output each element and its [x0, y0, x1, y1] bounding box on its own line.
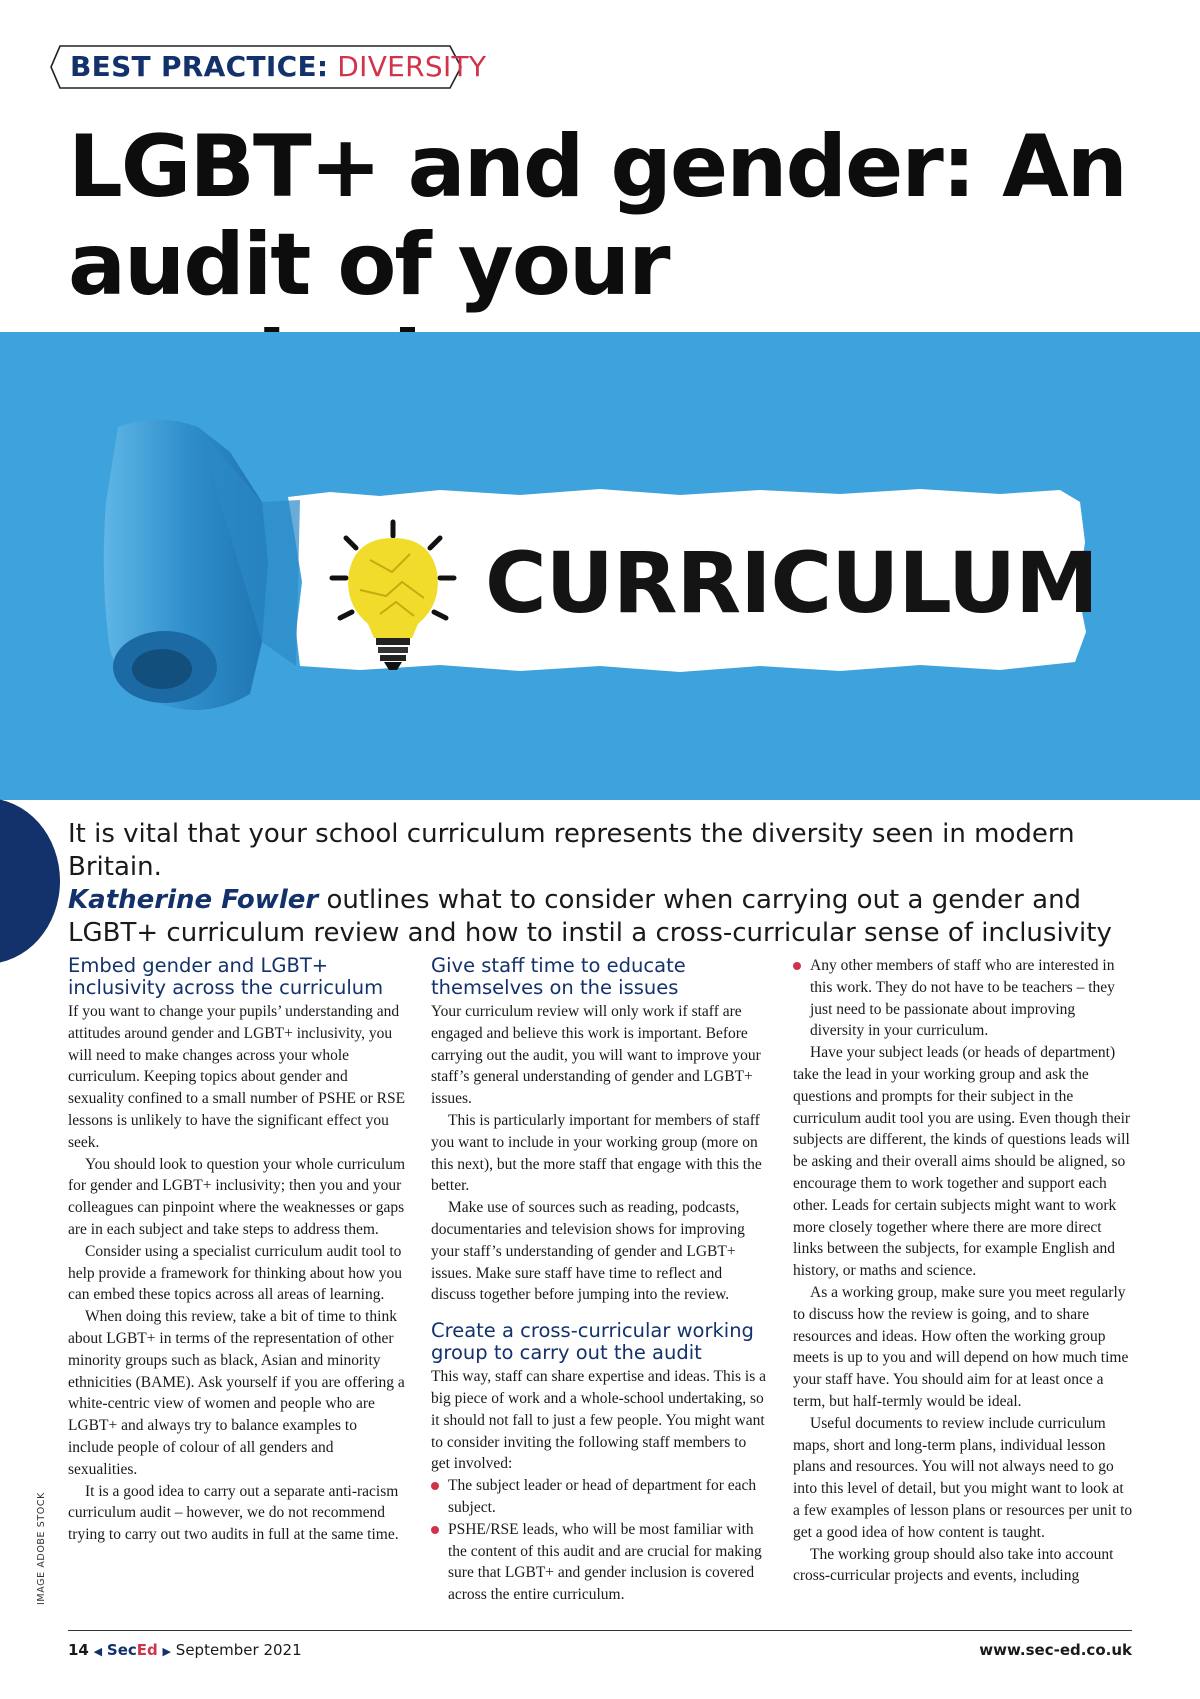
- section-heading: Create a cross-curricular working group to carry out the audit: [431, 1319, 754, 1365]
- article-column-1: [68, 955, 406, 1546]
- hero-word: CURRICULUM: [485, 534, 1098, 632]
- kicker-topic: DIVERSITY: [337, 50, 487, 83]
- body-paragraph: If you want to change your pupils’ understanding and attitudes around gender and LGBT+ inclusivity, you will need to make changes across your whole curriculum. Keeping topics about gender and sexuality confined to a small number of PSHE or RSE lessons is unlikely to have the significant effect you seek.: [68, 1003, 406, 1151]
- body-paragraph: Make use of sources such as reading, podcasts, documentaries and television shows for improving your staff’s understanding of gender and LGBT+ issues. Make sure staff have time to reflect and discuss together before jumping into the review.: [431, 1199, 745, 1304]
- hero-illustration: [0, 332, 1200, 800]
- body-paragraph: This is particularly important for members of staff you want to include in your working group (more on this next), but the more staff that engage with this the better.: [431, 1111, 762, 1195]
- bullet-list: [431, 1475, 769, 1606]
- website-url: www.sec-ed.co.uk: [979, 1641, 1132, 1659]
- body-paragraph: It is a good idea to carry out a separate anti-racism curriculum audit – however, we do not recommend trying to carry out two audits in full at the same time.: [68, 1482, 399, 1544]
- kicker-label: BEST PRACTICE:: [70, 50, 329, 83]
- chevron-left-icon: ◀: [93, 1645, 103, 1658]
- body-paragraph: You should look to question your whole curriculum for gender and LGBT+ inclusivity; then you and your colleagues can pinpoint where the weaknesses or gaps are in each subject and take steps to address them.: [68, 1155, 406, 1238]
- article-column-3: [793, 955, 1133, 1587]
- author-name: Katherine Fowler: [68, 885, 319, 915]
- body-paragraph: When doing this review, take a bit of time to think about LGBT+ in terms of the representation of other minority groups such as black, Asian and minority ethnicities (BAME). Ask yourself if you are offering a white-centric view of women and people who are LGBT+ and always try to balance examples to include people of colour of all genders and sexualities.: [68, 1308, 405, 1478]
- article-headline: LGBT+ and gender: An audit of your: [68, 117, 1126, 315]
- kicker-text: [70, 49, 486, 85]
- bullet-list: [793, 955, 1133, 1042]
- page-number: 14: [68, 1641, 89, 1659]
- decorative-disc: [0, 798, 60, 964]
- brand-name-part: Ed: [136, 1641, 158, 1659]
- bullet-item: Any other members of staff who are interested in this work. They do not have to be teachers – they just need to be passionate about improving diversity in your curriculum.: [793, 955, 1133, 1042]
- bullet-item: The subject leader or head of department for each subject.: [431, 1475, 769, 1519]
- brand-name-part: Sec: [106, 1641, 137, 1659]
- standfirst: [68, 818, 1148, 950]
- article-column-2: [431, 955, 769, 1606]
- chevron-right-icon: ▶: [162, 1645, 172, 1658]
- body-paragraph: Have your subject leads (or heads of department) take the lead in your working group and ask the questions and prompts for their subject in the curriculum audit tool you are using. Even though their subjects are different, the kinds of questions leads will be asking and their overall aims should be aligned, so encourage them to work together and support each other. Leads for certain subjects might want to work more closely together where there are more direct links between the subjects, for example English and history, or maths and science.: [793, 1044, 1131, 1280]
- section-heading: Embed gender and LGBT+ inclusivity across the curriculum: [68, 954, 384, 999]
- footer-rule: [68, 1630, 1132, 1631]
- body-paragraph: As a working group, make sure you meet regularly to discuss how the review is going, and to share resources and ideas. How often the working group meets is up to you and will depend on how much time your staff have. You should aim for at least once a term, but half-termly would be ideal.: [793, 1283, 1129, 1410]
- bullet-item: PSHE/RSE leads, who will be most familiar with the content of this audit and are crucial for making sure that LGBT+ and gender inclusion is covered across the entire curriculum.: [431, 1519, 769, 1606]
- standfirst-intro: It is vital that your school curriculum represents the diversity seen in modern Britain.: [68, 819, 1075, 882]
- body-paragraph: Your curriculum review will only work if staff are engaged and believe this work is important. Before carrying out the audit, you will want to improve your staff’s general understanding of gender and LGBT+ issues.: [431, 1003, 761, 1108]
- image-credit: IMAGE ADOBE STOCK: [36, 1492, 47, 1605]
- body-paragraph: The working group should also take into account cross-curricular projects and events, including: [793, 1545, 1114, 1585]
- section-heading: Give staff time to educate themselves on the issues: [431, 954, 686, 999]
- body-paragraph: Consider using a specialist curriculum audit tool to help provide a framework for thinking about how you can embed these topics across all areas of learning.: [68, 1242, 403, 1304]
- issue-date: September 2021: [175, 1641, 302, 1659]
- hero-image: [0, 332, 1200, 800]
- body-paragraph: Useful documents to review include curriculum maps, short and long-term plans, individual lesson plans and resources. You will not always need to go into this level of detail, but you might want to look at a few examples of lesson plans or resources per unit to get a good idea of how content is taught.: [793, 1414, 1133, 1541]
- section-kicker: [50, 45, 487, 89]
- footer-folio: [68, 1640, 302, 1662]
- standfirst-rest: outlines what to consider when carrying out a gender and LGBT+ curriculum review and how to instil a cross-curricular sense of inclusivity: [68, 885, 1112, 948]
- body-paragraph: This way, staff can share expertise and ideas. This is a big piece of work and a whole-school undertaking, so it should not fall to just a few people. You might want to consider inviting the following staff members to get involved:: [431, 1368, 767, 1473]
